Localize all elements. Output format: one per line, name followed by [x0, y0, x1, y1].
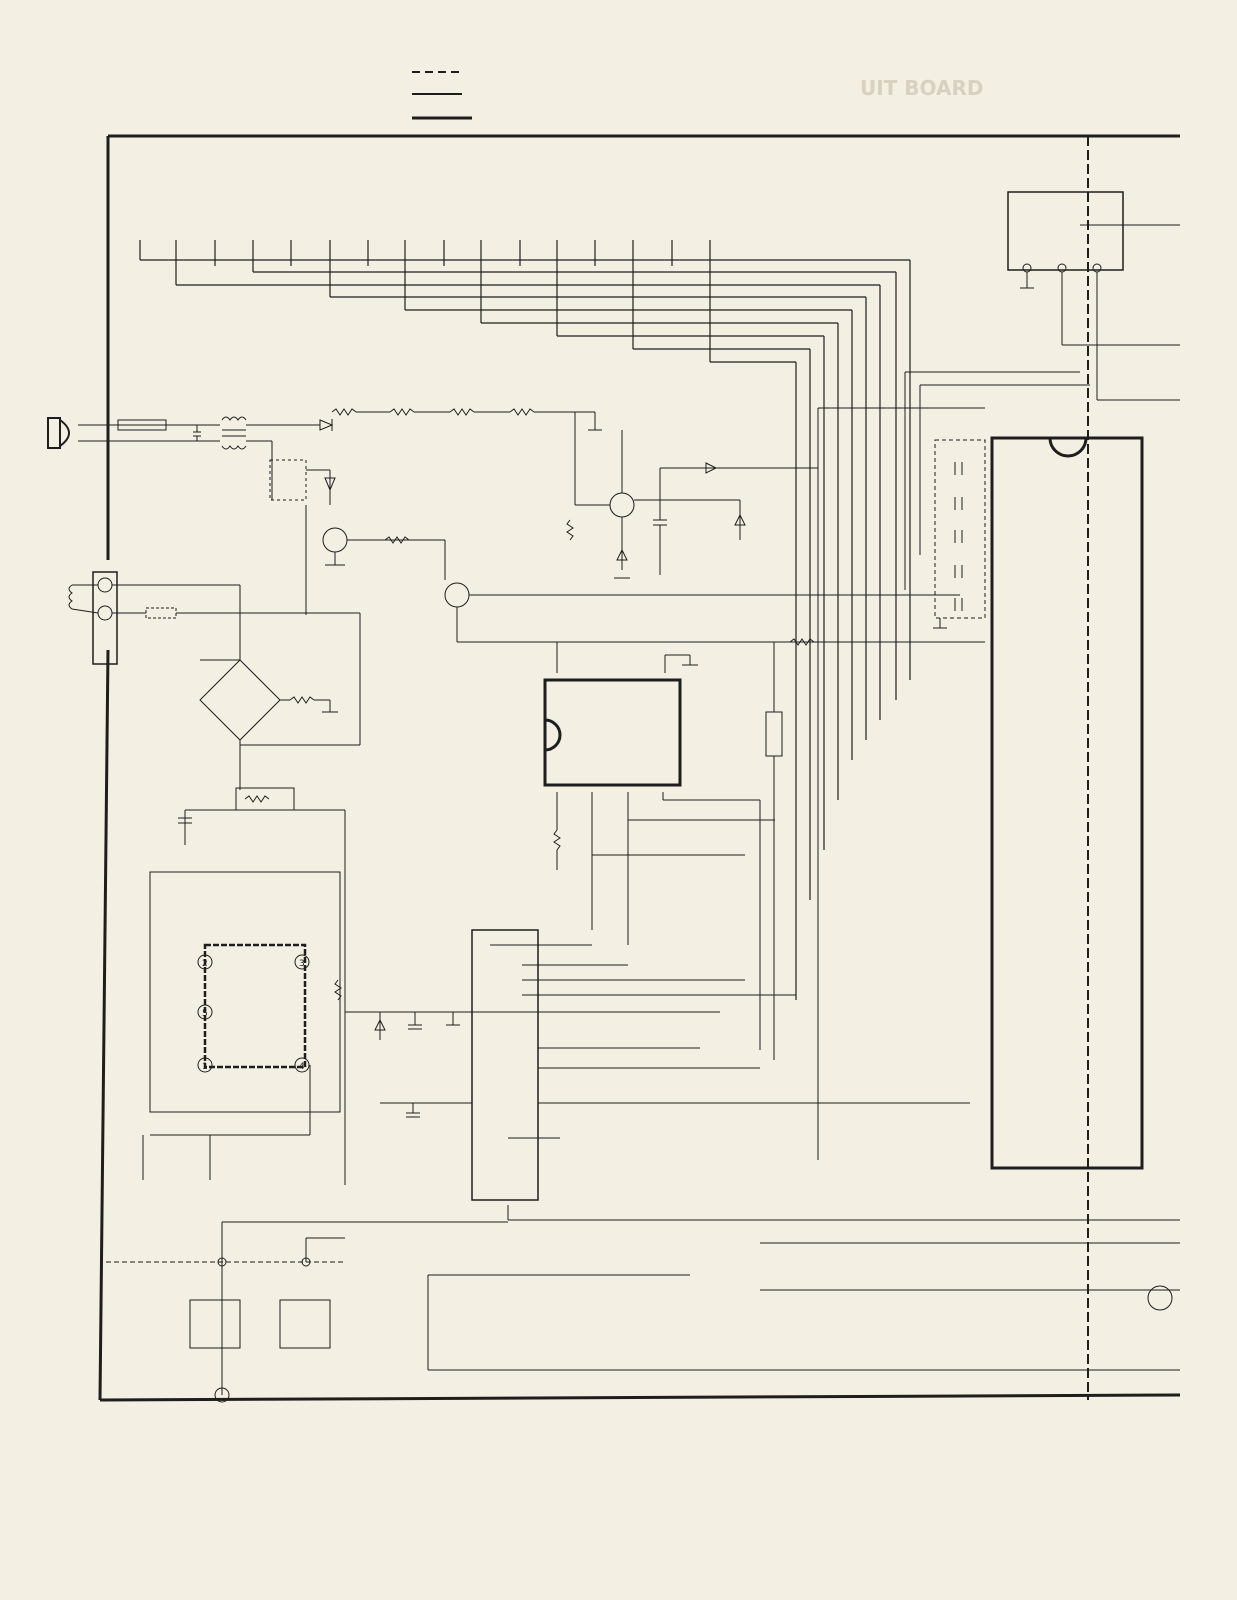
svg-text:4: 4 [299, 1062, 305, 1072]
ca1-cap-array [933, 440, 985, 628]
svg-text:1: 1 [202, 1062, 208, 1072]
ic1-micom [992, 438, 1142, 1168]
ic2-eeprom [545, 642, 775, 1050]
preamp-block [1008, 192, 1180, 400]
svg-text:2: 2 [202, 959, 208, 969]
signal-legend [412, 72, 472, 118]
switch-bus-wires [140, 240, 910, 1000]
relay-section [270, 460, 445, 615]
svg-text:3: 3 [299, 959, 305, 969]
antenna-section [106, 1222, 1180, 1402]
bridge-rectifier [178, 660, 360, 1185]
board-outline [100, 136, 1180, 1400]
q101-section [760, 1243, 1180, 1310]
degausing-section [69, 572, 360, 745]
q803-switch [445, 583, 985, 1060]
ic801-block [143, 872, 340, 1180]
q802-regulator [567, 412, 818, 578]
tuner-block [472, 930, 1180, 1220]
show-through-text: UIT BOARD [860, 76, 984, 100]
ac-input-section [48, 417, 320, 500]
bus-wires-to-ic1 [818, 372, 1090, 1160]
d801-resistor-chain [320, 409, 602, 431]
svg-text:5: 5 [202, 1009, 208, 1019]
tuner-supply [335, 980, 490, 1117]
